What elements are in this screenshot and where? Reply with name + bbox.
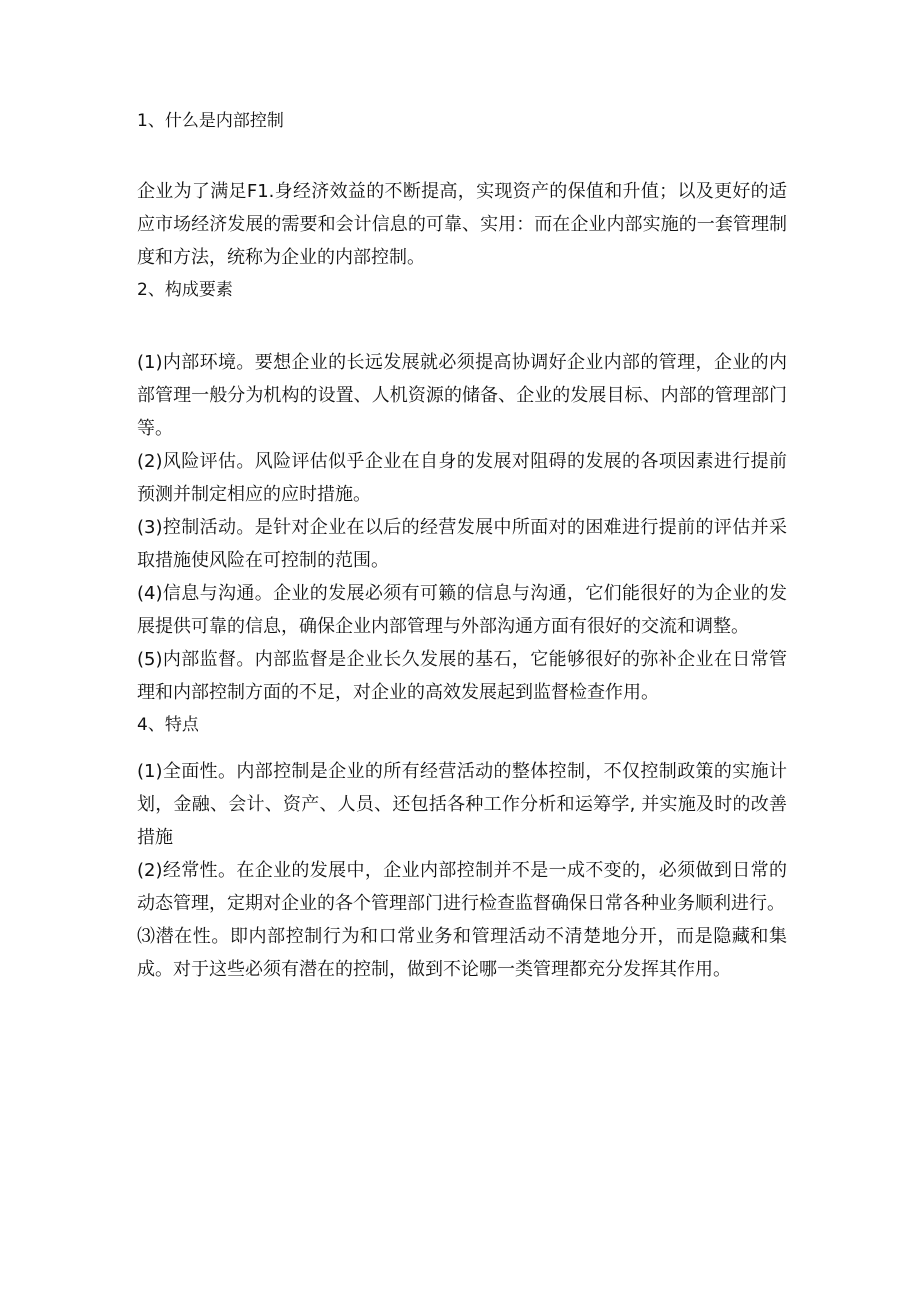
definition-paragraph: 企业为了满足F1.身经济效益的不断提高，实现资产的保值和升值；以及更好的适应市场经济发展的需要和会计信息的可靠、实用：而在企业内部实施的一套管理制度和方法，统称为企业的内部控制。 bbox=[137, 181, 787, 268]
element-item-information-communication: (4)信息与沟通。企业的发展必须有可籁的信息与沟通，它们能很好的为企业的发展提供可靠的信息，确保企业内部管理与外部沟通方面有很好的交流和调整。 bbox=[137, 583, 787, 637]
section-heading-definition: 1、什么是内部控制 bbox=[137, 111, 284, 131]
document-body bbox=[137, 105, 787, 986]
section-heading-elements: 2、构成要素 bbox=[137, 280, 233, 300]
element-item-internal-supervision: (5)内部监督。内部监督是企业长久发展的基石，它能够很好的弥补企业在日常管理和内部控制方面的不足，对企业的高效发展起到监督检查作用。 bbox=[137, 649, 787, 703]
section-heading-features: 4、特点 bbox=[137, 715, 199, 735]
feature-item-comprehensiveness: (1)全面性。内部控制是企业的所有经营活动的整体控制，不仅控制政策的实施计划，金融、会计、资产、人员、还包括各种工作分析和运筹学, 并实施及时的改善措施 bbox=[137, 761, 787, 848]
feature-item-regularity: (2)经常性。在企业的发展中，企业内部控制并不是一成不变的，必须做到日常的动态管理，定期对企业的各个管理部门进行检查监督确保日常各种业务顺利进行。 bbox=[137, 860, 787, 914]
feature-item-latency: ⑶潜在性。即内部控制行为和口常业务和管理活动不清楚地分开，而是隐藏和集成。对于这些必须有潜在的控制，做到不论哪一类管理都充分发挥其作用。 bbox=[137, 926, 787, 980]
element-item-internal-environment: (1)内部环境。要想企业的长远发展就必须提高协调好企业内部的管理，企业的内部管理一般分为机构的设置、人机资源的储备、企业的发展目标、内部的管理部门等。 bbox=[137, 352, 787, 439]
element-item-risk-assessment: (2)风险评估。风险评估似乎企业在自身的发展对阻碍的发展的各项因素进行提前预测并制定相应的应时措施。 bbox=[137, 451, 787, 505]
element-item-control-activities: (3)控制活动。是针对企业在以后的经营发展中所面对的困难进行提前的评估并采取措施使风险在可控制的范围。 bbox=[137, 517, 787, 571]
